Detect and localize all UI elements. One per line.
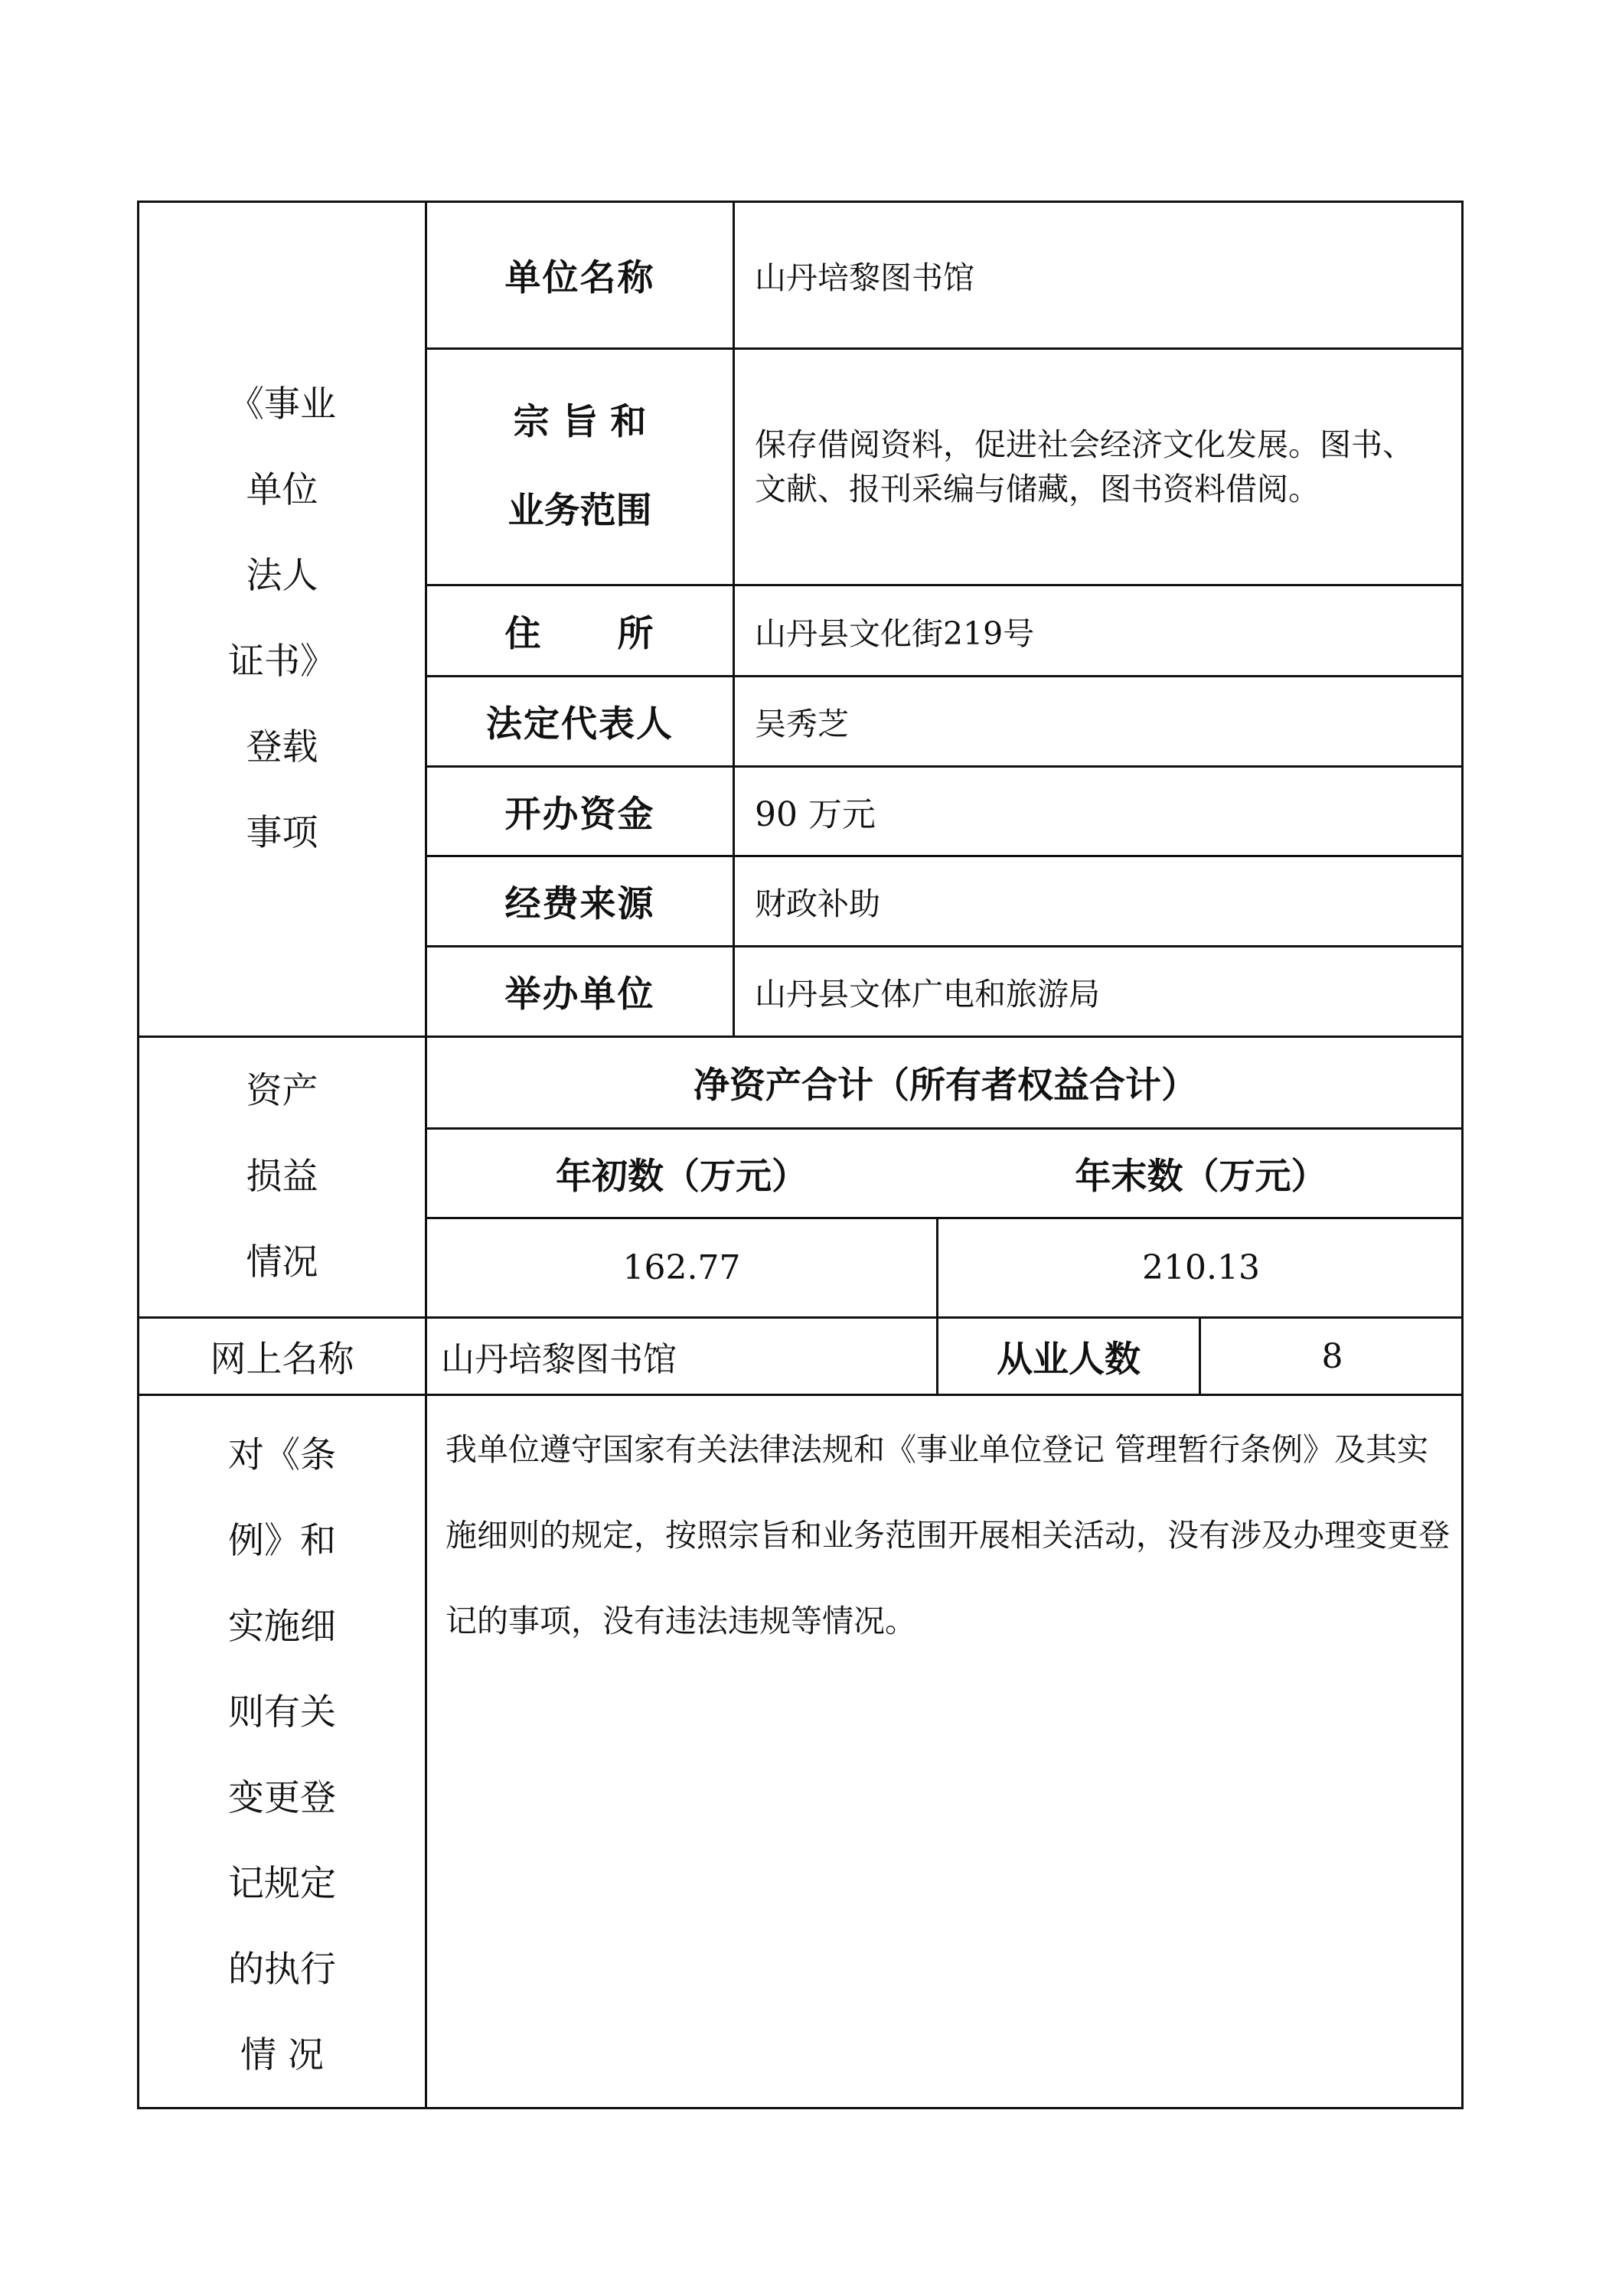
unit-name-label: 单位名称 [504,257,655,299]
assets-label-line: 资产 [246,1070,318,1112]
legal-representative-value: 吴秀芝 [755,706,849,742]
compliance-label-line: 例》和 [228,1520,336,1562]
end-of-year-label: 年末数（万元） [1075,1155,1327,1198]
start-of-year-label: 年初数（万元） [556,1155,808,1198]
assets-label-line: 损益 [246,1156,318,1198]
online-name-value: 山丹培黎图书馆 [441,1340,677,1379]
sponsor-unit-label: 举办单位 [504,974,655,1016]
funding-source-value: 财政补助 [755,885,880,922]
funding-source-label: 经费来源 [504,883,655,925]
registration-section-label [139,203,425,1035]
unit-name-value: 山丹培黎图书馆 [755,259,974,296]
end-of-year-value: 210.13 [1142,1248,1260,1287]
assets-label-line: 情况 [246,1241,318,1283]
compliance-statement: 我单位遵守国家有关法律法规和《事业单位登记 管理暂行条例》及其实施细则的规定，按照宗旨和业务范围开展相关活动，没有涉及办理变更登记的事项，没有违法违规等情况。 [445,1431,1450,1639]
purpose-label-line: 宗 旨 和 [513,401,647,443]
compliance-label-line: 则有关 [228,1691,336,1733]
address-value: 山丹县文化街219号 [755,615,1035,652]
address-label: 住 所 [504,612,655,655]
compliance-label-line: 的执行 [228,1949,336,1991]
compliance-label-line: 对《条 [228,1434,336,1476]
staff-count-label: 从业人数 [997,1338,1141,1381]
compliance-label-line: 实施细 [228,1606,336,1648]
registration-label-line: 《事业 [228,383,336,426]
purpose-label [427,350,733,584]
start-of-year-value: 162.77 [622,1248,741,1287]
legal-representative-label: 法定代表人 [486,703,674,745]
purpose-label-line: 业务范围 [508,490,652,532]
sponsor-unit-value: 山丹县文体广电和旅游局 [755,976,1100,1013]
purpose-value: 保存借阅资料，促进社会经济文化发展。图书、文献、报刊采编与储藏，图书资料借阅。 [755,426,1414,507]
compliance-section-label [139,1396,425,2109]
registration-label-line: 法人 [246,555,318,597]
staff-count-value: 8 [1321,1336,1343,1376]
registration-label-line: 登载 [246,726,318,768]
compliance-label-line: 情 况 [240,2034,324,2076]
net-assets-header: 净资产合计（所有者权益合计） [694,1065,1197,1107]
capital-label: 开办资金 [504,793,655,836]
assets-section-label [139,1038,425,1316]
online-name-label: 网上名称 [210,1338,354,1381]
registration-label-line: 证书》 [228,641,336,683]
compliance-label-line: 变更登 [228,1777,336,1819]
registration-label-line: 事项 [246,812,318,854]
registration-label-line: 单位 [246,469,318,511]
registration-form-table [137,201,1464,2109]
compliance-label-line: 记规定 [228,1863,336,1905]
capital-value: 90 万元 [755,795,876,834]
